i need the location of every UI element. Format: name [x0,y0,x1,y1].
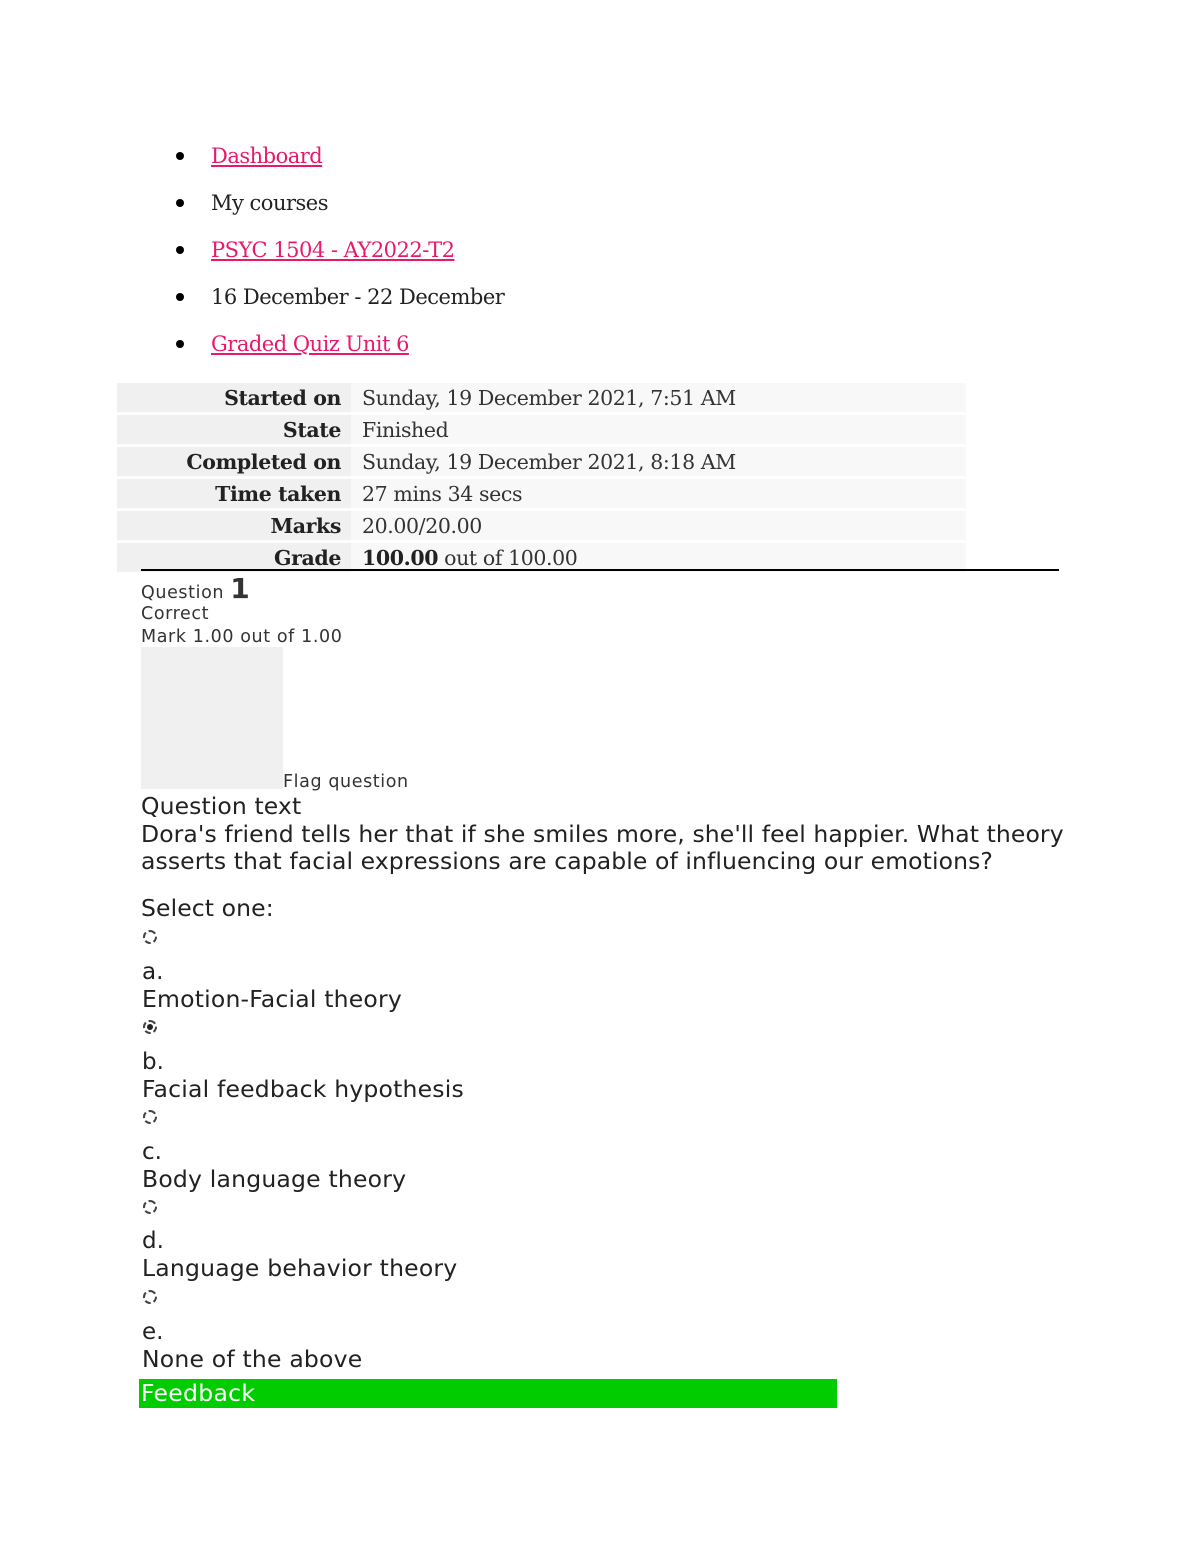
option-a-text[interactable]: Emotion-Facial theory [142,985,402,1013]
question-status: Correct [141,604,210,624]
question-mark: Mark 1.00 out of 1.00 [141,627,343,647]
week-label: 16 December - 22 December [211,285,505,309]
breadcrumb-item-course [0,231,504,278]
breadcrumb-item-week [0,278,504,325]
course-link[interactable]: PSYC 1504 - AY2022-T2 [211,238,455,262]
question-label: Question [141,583,225,603]
summary-value: Sunday, 19 December 2021, 8:18 AM [351,447,966,476]
grade-out-of: out of 100.00 [438,545,578,570]
summary-label: Time taken [117,479,351,508]
question-number-value: 1 [230,572,250,605]
feedback-bar: Feedback [139,1379,837,1408]
summary-value: Sunday, 19 December 2021, 7:51 AM [351,383,966,412]
breadcrumb-item-quiz [0,325,504,372]
summary-row-grade [117,543,966,572]
option-a-radio[interactable] [143,930,157,944]
select-one-label: Select one: [141,894,274,922]
question-number [141,572,250,605]
summary-label: Started on [117,383,351,412]
breadcrumb-item-dashboard [0,137,504,184]
option-e-text[interactable]: None of the above [142,1345,363,1373]
summary-value: 27 mins 34 secs [351,479,966,508]
option-d-text[interactable]: Language behavior theory [142,1254,458,1282]
breadcrumb [0,137,504,372]
summary-row-time-taken [117,479,966,508]
option-a-letter: a. [142,959,164,985]
option-c-text[interactable]: Body language theory [142,1165,407,1193]
summary-row-completed [117,447,966,476]
option-b-radio[interactable] [143,1020,157,1034]
summary-value: 20.00/20.00 [351,511,966,540]
option-b-letter: b. [142,1049,164,1075]
attempt-summary-table [117,380,966,575]
option-c-radio[interactable] [143,1110,157,1124]
my-courses-label: My courses [211,191,328,215]
summary-value [351,543,966,572]
quiz-link[interactable]: Graded Quiz Unit 6 [211,332,409,356]
flag-question-link[interactable]: Flag question [283,772,409,792]
breadcrumb-item-my-courses [0,184,504,231]
summary-label: Completed on [117,447,351,476]
summary-row-marks [117,511,966,540]
divider [141,569,1059,571]
option-e-letter: e. [142,1319,164,1345]
option-c-letter: c. [142,1139,162,1165]
option-d-letter: d. [142,1228,164,1254]
summary-value: Finished [351,415,966,444]
option-e-radio[interactable] [143,1290,157,1304]
grade-value: 100.00 [362,545,439,570]
question-text: Dora's friend tells her that if she smiles more, she'll feel happier. What theory asserts that facial expressions are capable of influencing our emotions? [141,820,1064,875]
question-text-heading: Question text [141,792,302,820]
summary-row-started [117,383,966,412]
summary-row-state [117,415,966,444]
flag-icon[interactable] [141,647,283,789]
summary-label: Grade [117,543,351,572]
option-d-radio[interactable] [143,1200,157,1214]
option-b-text[interactable]: Facial feedback hypothesis [142,1075,464,1103]
summary-label: Marks [117,511,351,540]
summary-label: State [117,415,351,444]
dashboard-link[interactable]: Dashboard [211,144,323,168]
